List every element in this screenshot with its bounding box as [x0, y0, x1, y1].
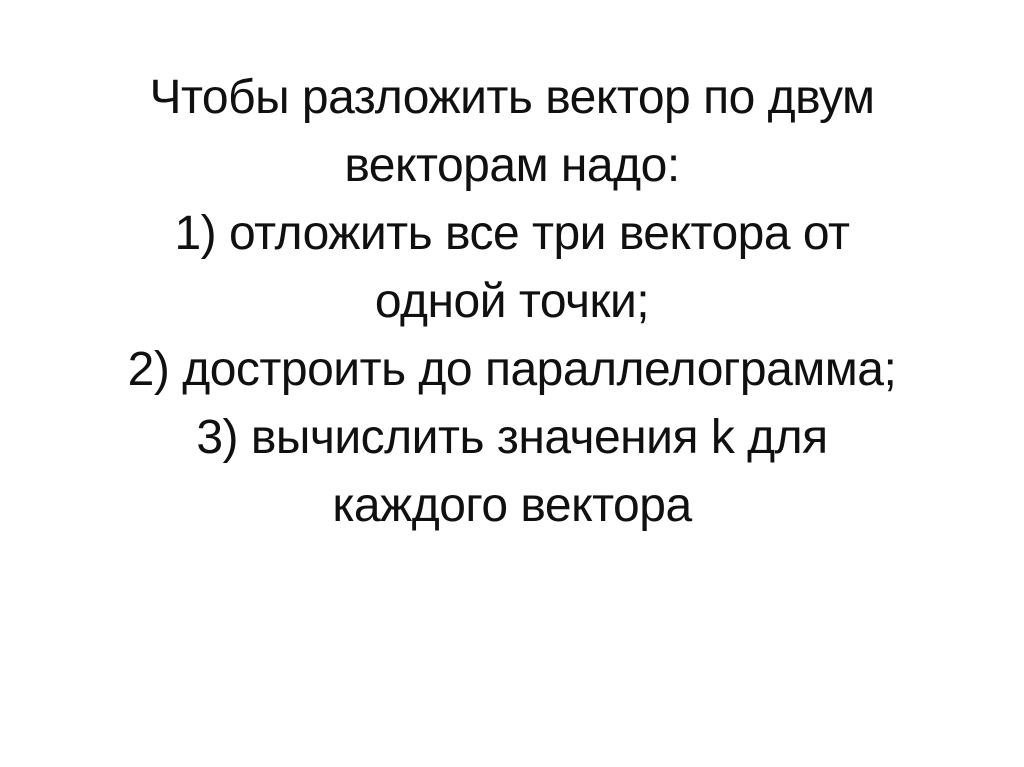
- slide-text-line-4: одной точки;: [374, 275, 650, 328]
- slide-text-line-7: каждого вектора: [332, 479, 692, 532]
- slide-text-line-2: векторам надо:: [344, 139, 680, 192]
- slide-text-line-1: Чтобы разложить вектор по двум: [149, 71, 875, 124]
- slide-text-block: [0, 64, 1024, 540]
- slide-text-line-3: 1) отложить все три вектора от: [174, 207, 850, 260]
- slide-text-line-5: 2) достроить до параллелограмма;: [127, 343, 897, 396]
- slide-text-line-6: 3) вычислить значения k для: [196, 411, 828, 464]
